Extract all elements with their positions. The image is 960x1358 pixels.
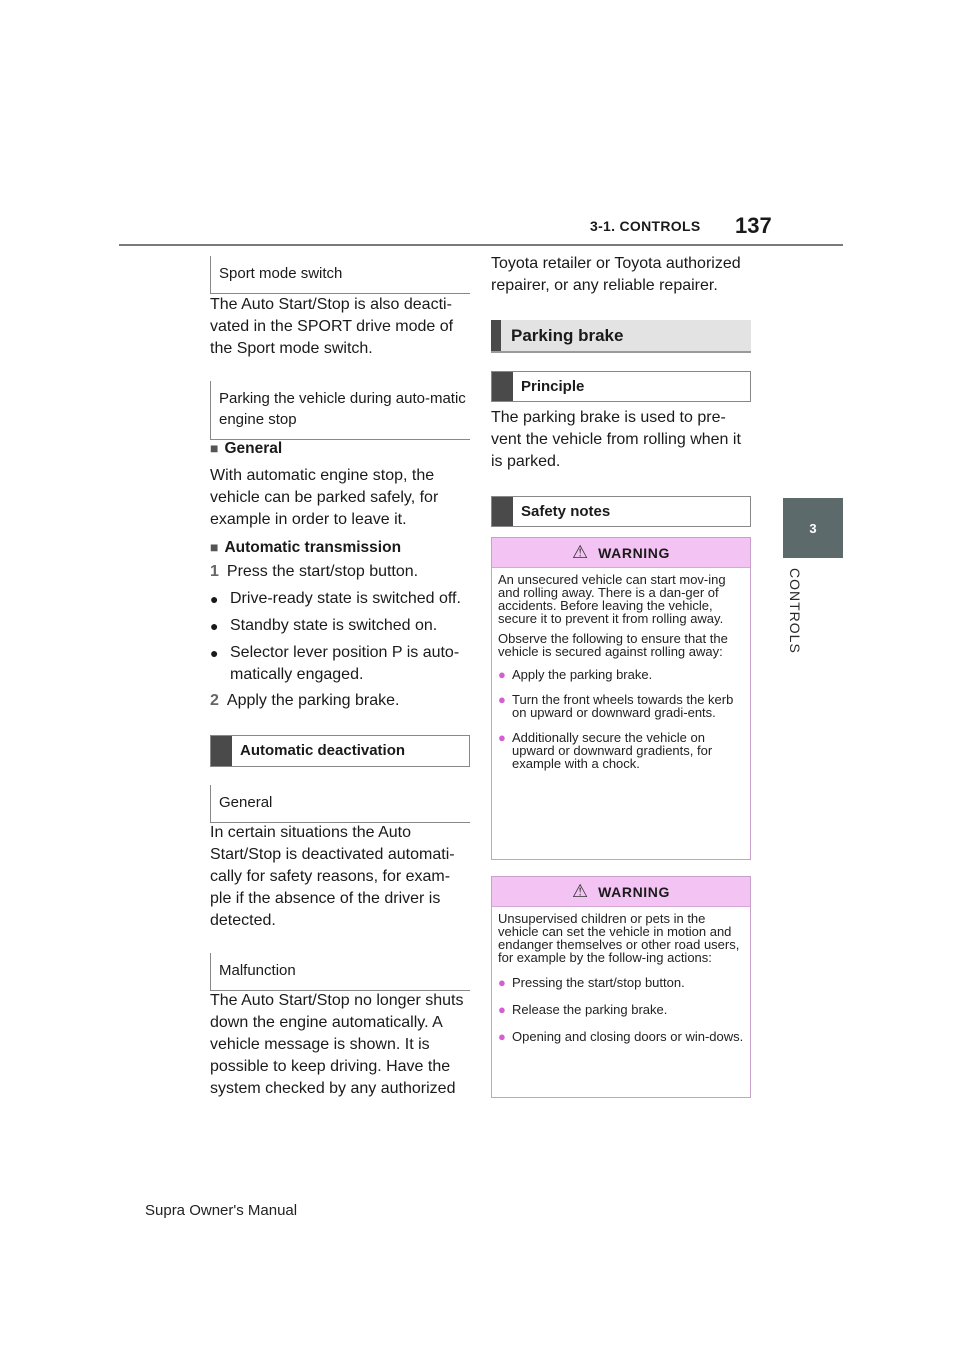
- warning-icon: ⚠: [571, 542, 589, 562]
- warning-box-2: [491, 876, 751, 1098]
- auto-transmission-heading: ■ Automatic transmission: [210, 539, 402, 556]
- parking-auto-stop-heading: Parking the vehicle during auto-matic engine stop: [210, 381, 470, 440]
- general-2-text: In certain situations the Auto Start/Stop is deactivated automati-cally for safety reasons, for exam-ple if the absence of the driver is detected.: [210, 824, 455, 929]
- sport-mode-text: The Auto Start/Stop is also deacti-vated in the SPORT drive mode of the Sport mode switch.: [210, 296, 454, 357]
- general-text: With automatic engine stop, the vehicle can be parked safely, for example in order to leave it.: [210, 467, 439, 528]
- warning-paragraph: Unsupervised children or pets in the vehicle can set the vehicle in motion and endanger themselves or other road users, for example by the follow-ing actions:: [498, 911, 740, 965]
- header-divider: [119, 244, 843, 246]
- general-heading: ■ General: [210, 440, 283, 457]
- warning-box-1: [491, 537, 751, 860]
- list-item: ● Standby state is switched on.: [210, 615, 470, 637]
- bullet-icon: ●: [498, 730, 506, 745]
- warning-header: ⚠ WARNING: [492, 877, 750, 907]
- sport-mode-heading: Sport mode switch: [210, 256, 470, 294]
- bullet-icon: ●: [498, 667, 506, 682]
- list-item: ● Drive-ready state is switched off.: [210, 588, 470, 610]
- list-item: ● Selector lever position P is auto-matically engaged.: [210, 642, 466, 686]
- warning-icon: ⚠: [571, 881, 589, 901]
- bullet-icon: ●: [210, 618, 219, 634]
- square-bullet-icon: ■: [210, 539, 219, 555]
- auto-deactivation-heading: Automatic deactivation: [210, 735, 470, 767]
- safety-notes-heading: Safety notes: [491, 496, 751, 527]
- list-item: ● Apply the parking brake.: [498, 667, 653, 682]
- footer-manual-title: Supra Owner's Manual: [145, 1202, 298, 1219]
- malfunction-text: The Auto Start/Stop no longer shuts down the engine automatically. A vehicle message is shown. It is possible to keep driving. Have the system checked by any authorized: [210, 992, 464, 1097]
- step-1: 1 Press the start/stop button.: [210, 563, 419, 580]
- warning-paragraph: Observe the following to ensure that the vehicle is secured against rolling away:: [498, 631, 728, 659]
- bullet-icon: ●: [498, 692, 506, 707]
- principle-text: The parking brake is used to pre-vent the vehicle from rolling when it is parked.: [491, 409, 741, 470]
- malfunction-heading: Malfunction: [210, 953, 470, 991]
- bullet-icon: ●: [498, 975, 506, 990]
- list-item: ● Turn the front wheels towards the kerb on upward or downward gradi-ents.: [498, 692, 734, 720]
- chapter-tab[interactable]: 3: [783, 498, 843, 558]
- bullet-icon: ●: [210, 591, 219, 607]
- chapter-label: CONTROLS: [787, 568, 803, 654]
- section-title: 3-1. CONTROLS: [590, 218, 701, 234]
- general-2-heading: General: [210, 785, 470, 823]
- step-2: 2 Apply the parking brake.: [210, 692, 400, 709]
- list-item: ● Release the parking brake.: [498, 1002, 668, 1017]
- bullet-icon: ●: [498, 1029, 506, 1044]
- list-item: ● Opening and closing doors or win-dows.: [498, 1029, 744, 1044]
- list-item: ● Pressing the start/stop button.: [498, 975, 685, 990]
- page-number: 137: [735, 213, 772, 238]
- parking-brake-heading: Parking brake: [491, 320, 751, 353]
- warning-header: ⚠ WARNING: [492, 538, 750, 568]
- bullet-icon: ●: [498, 1002, 506, 1017]
- principle-heading: Principle: [491, 371, 751, 402]
- square-bullet-icon: ■: [210, 440, 219, 456]
- continued-text: Toyota retailer or Toyota authorized repairer, or any reliable repairer.: [491, 255, 741, 294]
- bullet-icon: ●: [210, 645, 219, 661]
- warning-paragraph: An unsecured vehicle can start mov-ing and rolling away. There is a dan-ger of accidents. Before leaving the vehicle, secure it to prevent it from rolling away.: [498, 572, 726, 626]
- list-item: ● Additionally secure the vehicle on upward or downward gradients, for example with a chock.: [498, 730, 713, 771]
